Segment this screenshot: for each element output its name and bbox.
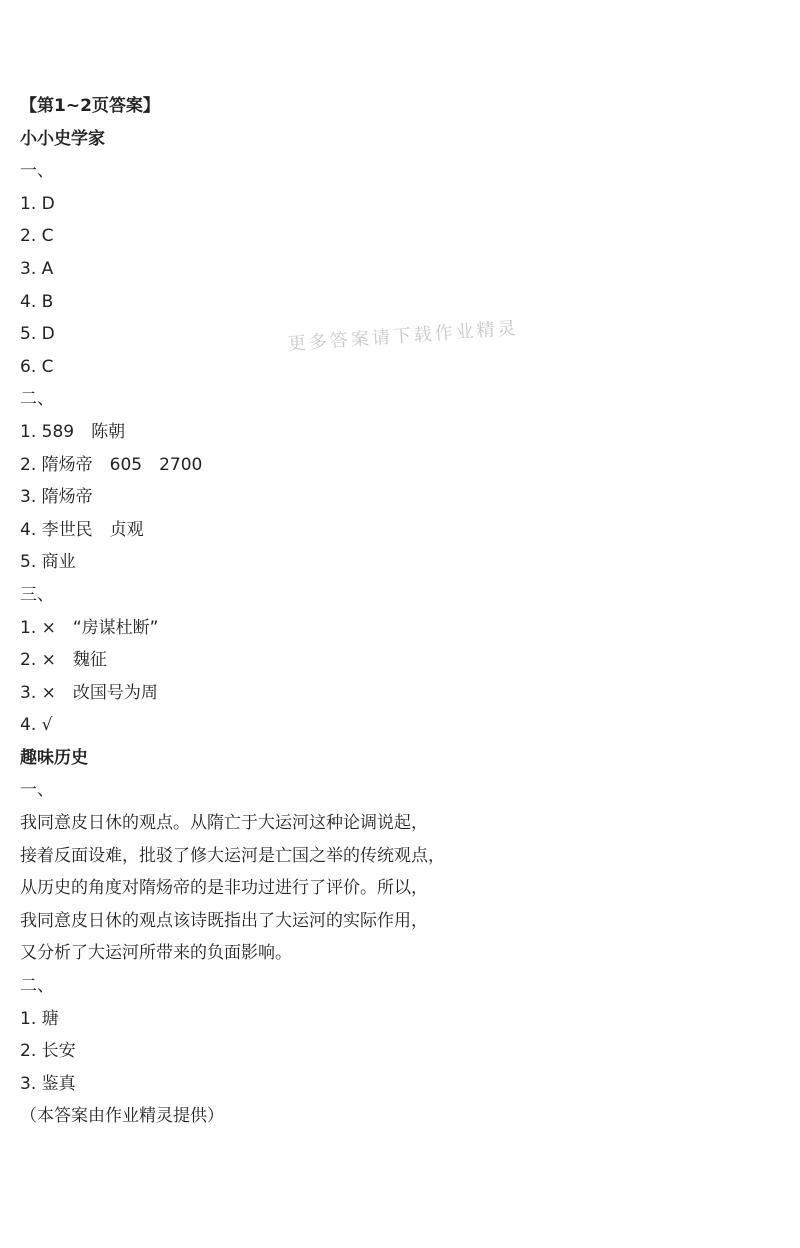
answer-line: 二、 bbox=[20, 389, 54, 410]
watermark-text: 更多答案请下载作业精灵 bbox=[287, 317, 520, 355]
answer-line: 三、 bbox=[20, 584, 54, 605]
section-heading: 趣味历史 bbox=[20, 747, 88, 768]
answer-document bbox=[20, 90, 780, 1133]
answer-line: 二、 bbox=[20, 976, 54, 997]
answer-line: 4. √ bbox=[20, 715, 53, 736]
section-heading: 小小史学家 bbox=[20, 128, 105, 149]
answer-line: 我同意皮日休的观点该诗既指出了大运河的实际作用， bbox=[20, 910, 428, 931]
answer-line: 1. 589 陈朝 bbox=[20, 421, 126, 442]
answer-line: 6. C bbox=[20, 356, 54, 377]
answer-line: 2. 长安 bbox=[20, 1041, 76, 1062]
answer-line: 1. 瑭 bbox=[20, 1008, 59, 1029]
answer-line: 3. A bbox=[20, 258, 54, 279]
answer-line: 一、 bbox=[20, 780, 54, 801]
answer-line: 2. × 魏征 bbox=[20, 650, 107, 671]
answer-line: （本答案由作业精灵提供） bbox=[20, 1106, 224, 1127]
answer-line: 又分析了大运河所带来的负面影响。 bbox=[20, 943, 292, 964]
answer-line: 1. × “房谋杜断” bbox=[20, 617, 159, 638]
answer-line: 2. C bbox=[20, 226, 54, 247]
answer-line: 1. D bbox=[20, 193, 55, 214]
answer-line: 2. 隋炀帝 605 2700 bbox=[20, 454, 203, 475]
answer-line: 3. 隋炀帝 bbox=[20, 487, 93, 508]
answer-line: 3. 鉴真 bbox=[20, 1073, 76, 1094]
answer-line: 接着反面设难，批驳了修大运河是亡国之举的传统观点， bbox=[20, 845, 445, 866]
answer-line: 3. × 改国号为周 bbox=[20, 682, 158, 703]
answer-line: 5. 商业 bbox=[20, 552, 76, 573]
section-heading: 【第1~2页答案】 bbox=[20, 96, 160, 116]
answer-line: 5. D bbox=[20, 324, 55, 345]
answer-line: 4. B bbox=[20, 291, 54, 312]
answer-line: 一、 bbox=[20, 161, 54, 182]
answer-line: 4. 李世民 贞观 bbox=[20, 519, 144, 540]
answer-line: 从历史的角度对隋炀帝的是非功过进行了评价。所以， bbox=[20, 878, 428, 899]
answer-line: 我同意皮日休的观点。从隋亡于大运河这种论调说起， bbox=[20, 813, 428, 834]
